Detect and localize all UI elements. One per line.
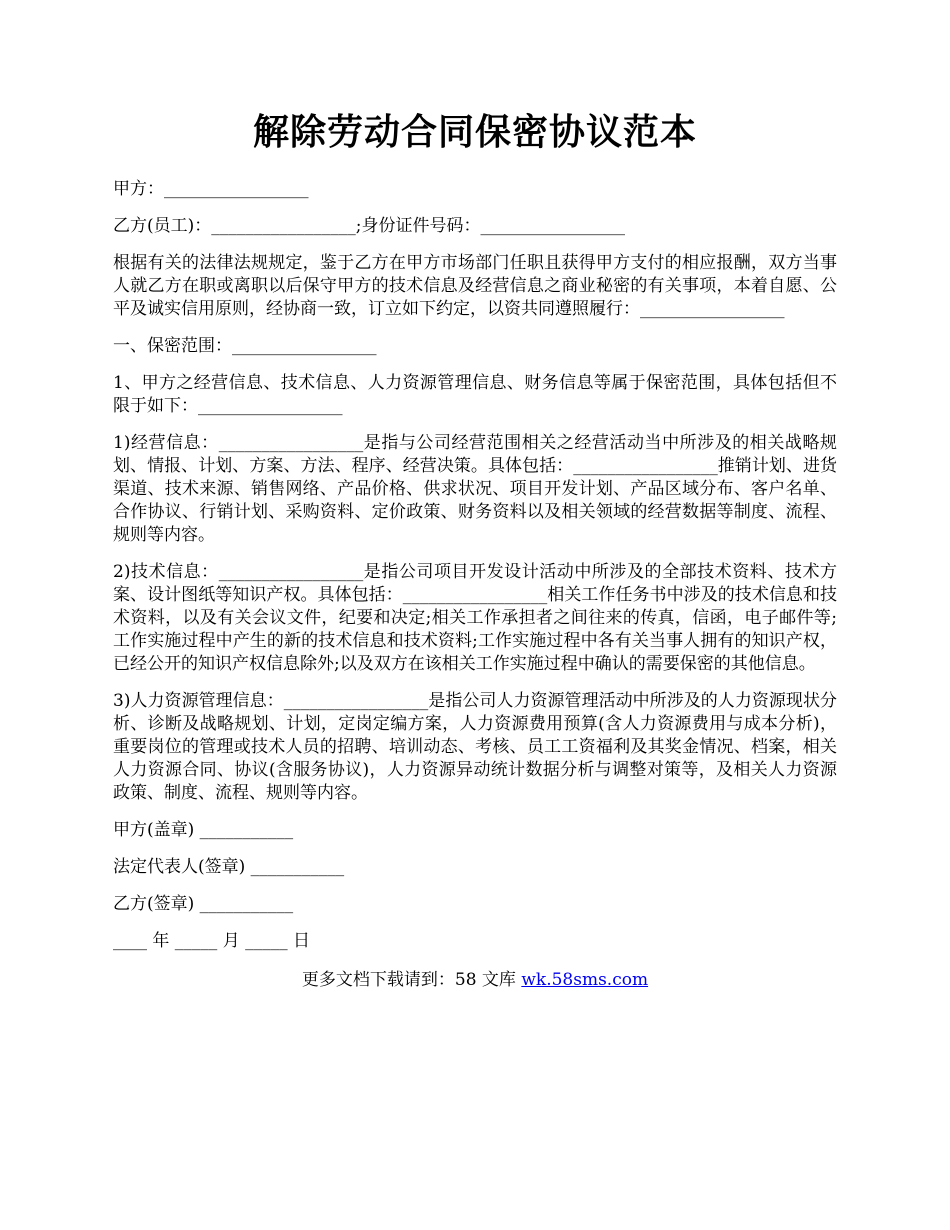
document-title: 解除劳动合同保密协议范本 xyxy=(252,111,697,153)
business-info-paragraph: 1)经营信息：_________________是指与公司经营范围相关之经营活动当中所涉及的相关战略规划、情报、计划、方案、方法、程序、经营决策。具体包括：_________________推销计划、进货渠道、技术来源、销售网络、产品价格、供求状况、项目开发计划、产品区域分布、客户名单、合作协议、行销计划、采购资料、定价政策、财务资料以及相关领域的经营数据等制度、流程、规则等内容。 xyxy=(113,433,837,545)
clause-1-paragraph: 1、甲方之经营信息、技术信息、人力资源管理信息、财务信息等属于保密范围，具体包括但不限于如下：_________________ xyxy=(113,373,837,416)
legal-representative-line: 法定代表人(签章) ___________ xyxy=(113,857,345,877)
party-b-line: 乙方(员工)：_________________;身份证件号码：_________________ xyxy=(113,216,625,236)
date-line: ____ 年 _____ 月 _____ 日 xyxy=(113,931,311,951)
section-confidential-scope: 一、保密范围：_________________ xyxy=(113,336,377,356)
footer-link[interactable]: wk.58sms.com xyxy=(521,970,649,990)
party-b-signature-line: 乙方(签章) ___________ xyxy=(113,894,294,914)
party-a-line: 甲方：_________________ xyxy=(113,179,309,199)
party-a-seal-line: 甲方(盖章) ___________ xyxy=(113,820,294,840)
hr-info-paragraph: 3)人力资源管理信息：_________________是指公司人力资源管理活动中所涉及的人力资源现状分析、诊断及战略规划、计划，定岗定编方案，人力资源费用预算(含人力资源费用与成本分析)，重要岗位的管理或技术人员的招聘、培训动态、考核、员工工资福利及其奖金情况、档案，相关人力资源合同、协议(含服务协议)，人力资源异动统计数据分析与调整对策等，及相关人力资源政策、制度、流程、规则等内容。 xyxy=(113,691,837,803)
preamble-paragraph: 根据有关的法律法规规定，鉴于乙方在甲方市场部门任职且获得甲方支付的相应报酬，双方当事人就乙方在职或离职以后保守甲方的技术信息及经营信息之商业秘密的有关事项，本着自愿、公平及诚实信用原则，经协商一致，订立如下约定，以资共同遵照履行：_________________ xyxy=(113,253,837,319)
technical-info-paragraph: 2)技术信息：_________________是指公司项目开发设计活动中所涉及的全部技术资料、技术方案、设计图纸等知识产权。具体包括：_________________相关工作任务书中涉及的技术信息和技术资料，以及有关会议文件，纪要和决定;相关工作承担者之间往来的传真，信函，电子邮件等;工作实施过程中产生的新的技术信息和技术资料;工作实施过程中各有关当事人拥有的知识产权，已经公开的知识产权信息除外;以及双方在该相关工作实施过程中确认的需要保密的其他信息。 xyxy=(113,562,837,674)
footer xyxy=(113,969,837,992)
footer-text: 更多文档下载请到：58 文库 xyxy=(301,970,522,990)
